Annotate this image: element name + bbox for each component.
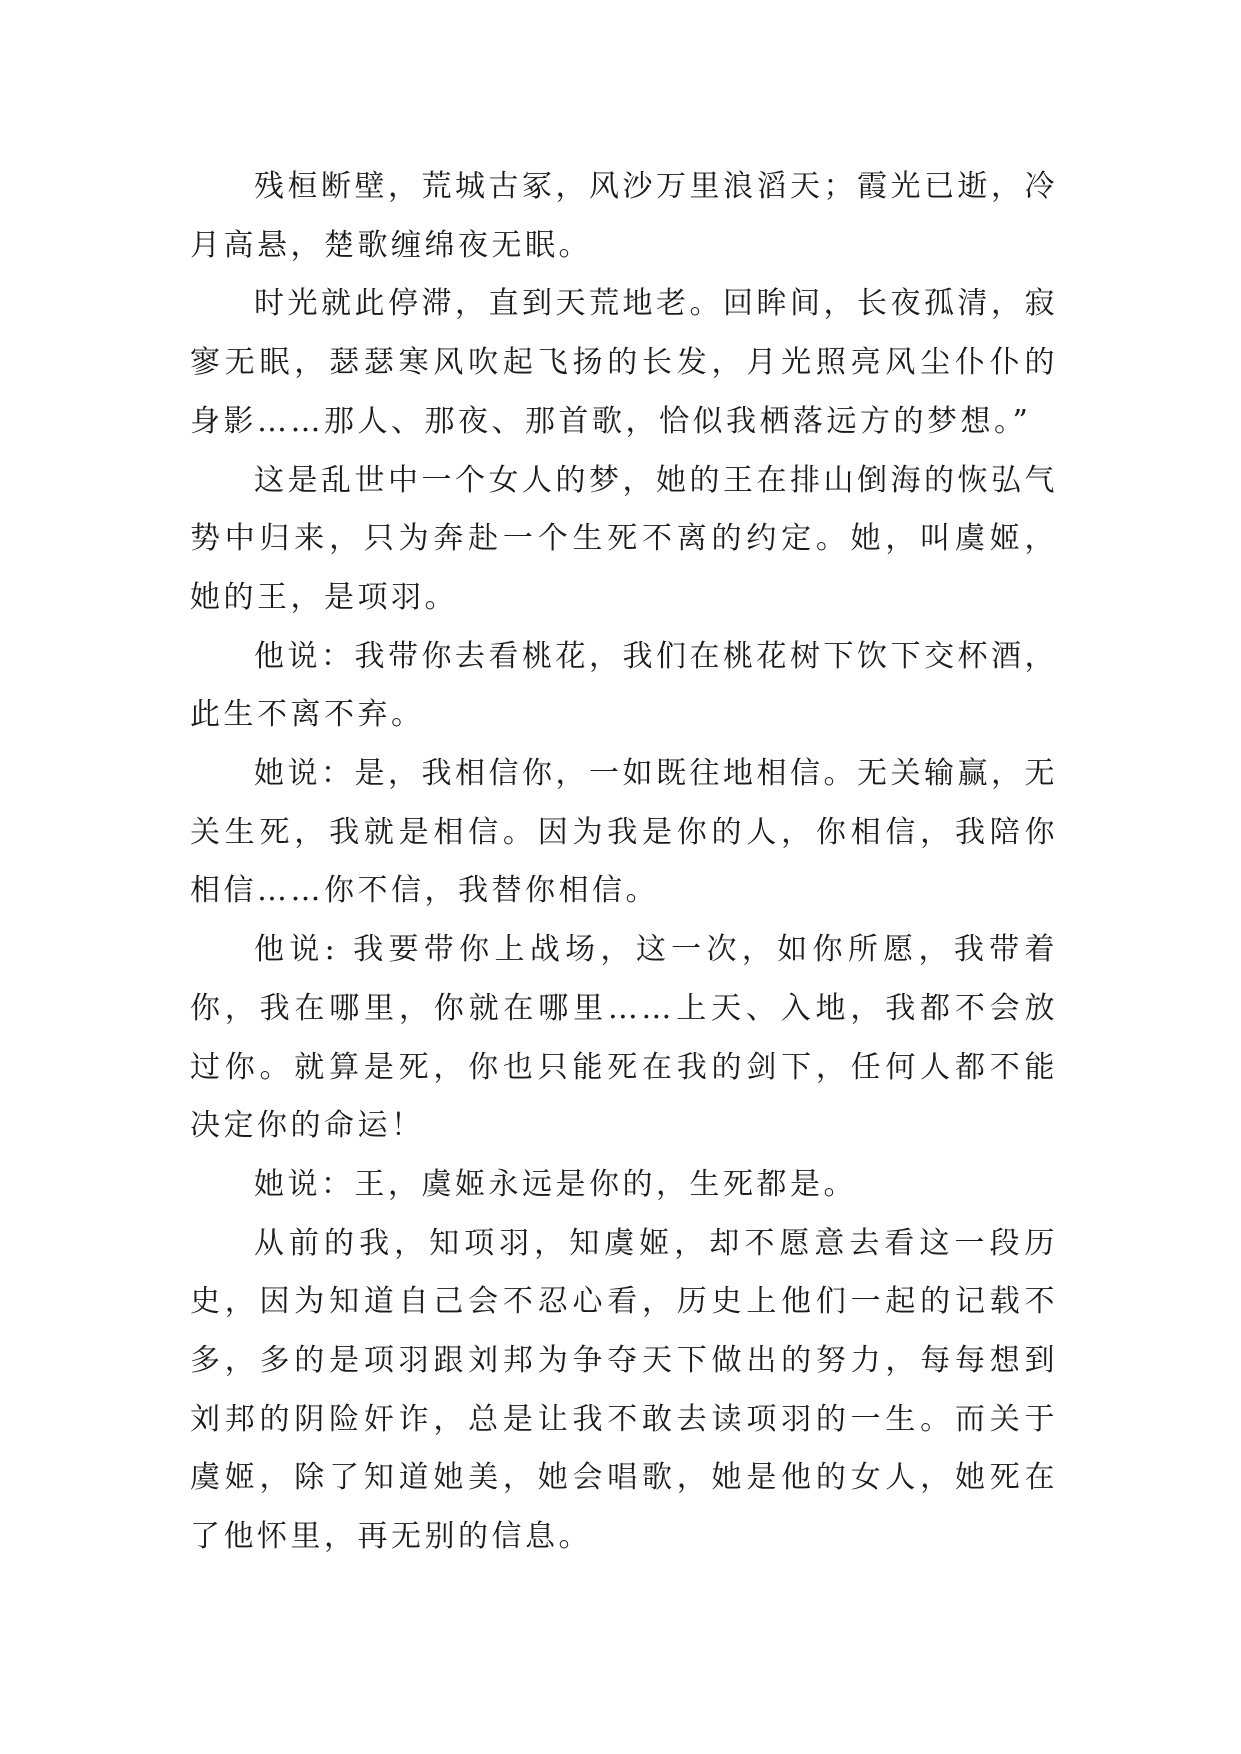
paragraph-6: 他说: 我要带你上战场，这一次，如你所愿，我带着你，我在哪里，你就在哪里……上天、入地，我都不会放过你。就算是死，你也只能死在我的剑下，任何人都不能决定你的命运！ <box>190 932 1058 1144</box>
paragraph-1: 残桓断壁，荒城古冢，风沙万里浪滔天；霞光已逝，冷月高悬，楚歌缠绵夜无眠。 <box>190 169 1058 263</box>
paragraph-8: 从前的我，知项羽，知虞姬，却不愿意去看这一段历史，因为知道自己会不忍心看，历史上他们一起的记载不多，多的是项羽跟刘邦为争夺天下做出的努力，每每想到刘邦的阴险奸诈，总是让我不敢去读项羽的一生。而关于虞姬，除了知道她美，她会唱歌，她是他的女人，她死在了他怀里，再无别的信息。 <box>190 1225 1058 1555</box>
paragraph-4: 他说：我带你去看桃花，我们在桃花树下饮下交杯酒，此生不离不弃。 <box>190 638 1058 733</box>
paragraph-5: 她说：是，我相信你，一如既往地相信。无关输赢，无关生死，我就是相信。因为我是你的人，你相信，我陪你相信……你不信，我替你相信。 <box>190 756 1058 909</box>
paragraph-2: 时光就此停滞，直到天荒地老。回眸间，长夜孤清，寂寥无眠，瑟瑟寒风吹起飞扬的长发，月光照亮风尘仆仆的身影……那人、那夜、那首歌，恰似我栖落远方的梦想。” <box>190 286 1058 439</box>
paragraph-7: 她说：王，虞姬永远是你的，生死都是。 <box>254 1166 857 1202</box>
article-body <box>190 158 1058 1567</box>
paragraph-3: 这是乱世中一个女人的梦，她的王在排山倒海的恢弘气势中归来，只为奔赴一个生死不离的约定。她，叫虞姬，她的王，是项羽。 <box>190 462 1058 615</box>
